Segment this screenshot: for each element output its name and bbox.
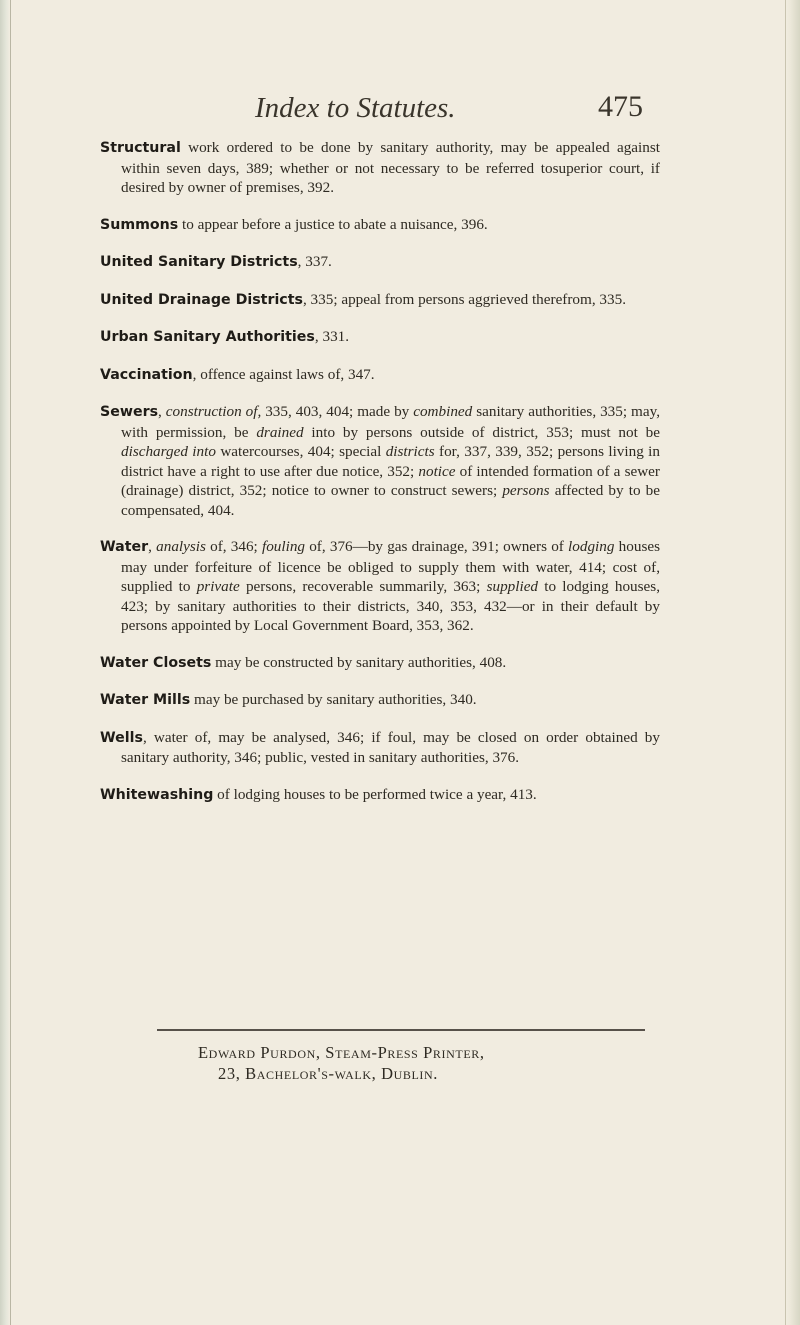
entry-italic-text: drained [256, 423, 304, 441]
entry-text: , 335; appeal from persons aggrieved therefrom, 335. [302, 290, 627, 308]
entry-text: houses may under forfeiture of licence be obliged to supply them with water, 414; cost of, supplied to [121, 538, 661, 595]
entry-term: United Sanitary Districts [100, 254, 298, 270]
index-entry [100, 138, 660, 198]
index-entry [100, 537, 660, 636]
entry-italic-text: lodging [568, 538, 615, 555]
entry-text: to lodging houses, 423; by sanitary authorities to their districts, 340, 353, 432—or in their default by persons appointed by Local Government Board, 353, 362. [121, 578, 661, 634]
index-entry [100, 327, 660, 348]
entry-italic-text: notice [418, 462, 456, 480]
running-title: Index to Statutes. [255, 92, 456, 124]
index-entry [100, 690, 660, 711]
entry-term: Water Closets [100, 654, 212, 671]
entry-term: Vaccination [100, 366, 193, 383]
entry-text: , 337. [297, 253, 332, 270]
entry-text: affected by to be compensated, 404. [121, 482, 660, 519]
entry-text: watercourses, 404; special [215, 443, 386, 460]
entry-italic-text: discharged into [121, 443, 216, 460]
entry-text: to appear before a justice to abate a nuisance, 396. [178, 215, 488, 233]
entry-italic-text: combined [413, 403, 473, 420]
entry-text: , water of, may be analysed, 346; if foul, may be closed on order obtained by sanitary authority, 346; public, vested in sanitary authorities, 376. [121, 728, 660, 766]
page-header [0, 80, 800, 130]
entry-text: into by persons outside of district, 353; must not be [303, 423, 660, 441]
entry-term: United Drainage Districts [100, 291, 303, 308]
entry-italic-text: fouling [261, 538, 306, 555]
entry-italic-text: supplied [486, 578, 539, 595]
index-entry [100, 402, 660, 520]
entry-term: Wells [100, 729, 143, 746]
entry-italic-text: private [196, 578, 240, 595]
entry-term: Summons [100, 216, 179, 233]
index-entry [100, 785, 660, 806]
imprint-line-1: Edward Purdon, Steam-Press Printer, [198, 1043, 485, 1062]
entry-term: Structural [100, 140, 181, 156]
footer-rule [157, 1029, 645, 1031]
index-entry [100, 728, 660, 768]
entry-text: sanitary authorities, 335; may, with permission, be [121, 403, 660, 441]
index-entry [100, 653, 660, 674]
entry-text: of, 376—by gas drainage, 391; owners of [305, 538, 569, 555]
entry-text: work ordered to be done by sanitary authority, may be appealed against within seven days, 389; whether or not necessary to be referred tosuperior court, if desired by owner of premises, 392. [121, 139, 660, 196]
entry-text: , [148, 538, 157, 555]
entry-text: , 331. [314, 328, 350, 345]
entry-text: , offence against laws of, 347. [192, 365, 375, 383]
entry-text: of, 346; [205, 538, 262, 555]
entry-term: Water Mills [100, 692, 191, 708]
entry-text: of intended formation of a sewer (drainage) district, 352; notice to owner to construct sewers; [121, 462, 660, 499]
index-entry [100, 215, 660, 236]
index-entry [100, 252, 660, 273]
page-right-edge [785, 0, 800, 1325]
entry-italic-text: districts [385, 443, 435, 460]
entry-term: Urban Sanitary Authorities [100, 329, 315, 345]
entry-text: may be constructed by sanitary authorities, 408. [211, 653, 507, 671]
entry-term: Sewers [100, 404, 159, 420]
entry-italic-text: persons [502, 482, 550, 499]
entry-text: 335, 403, 404; made by [261, 403, 414, 420]
index-entries [100, 138, 660, 822]
page-number: 475 [598, 90, 643, 123]
index-entry [100, 290, 660, 311]
page-left-edge [0, 0, 11, 1325]
entry-italic-text: construction of, [165, 403, 262, 420]
entry-text: , [158, 403, 166, 420]
printer-imprint [198, 1042, 618, 1084]
entry-text: of lodging houses to be performed twice a year, 413. [213, 785, 537, 803]
entry-text: for, 337, 339, 352; persons living in district have a right to use after due notice, 352; [121, 443, 660, 480]
entry-term: Water [100, 539, 149, 555]
entry-italic-text: analysis [156, 538, 206, 555]
imprint-line-2: 23, Bachelor's-walk, Dublin. [218, 1064, 438, 1083]
entry-text: persons, recoverable summarily, 363; [239, 578, 487, 595]
index-entry [100, 365, 660, 386]
entry-term: Whitewashing [100, 786, 214, 803]
entry-text: may be purchased by sanitary authorities, 340. [190, 691, 477, 708]
